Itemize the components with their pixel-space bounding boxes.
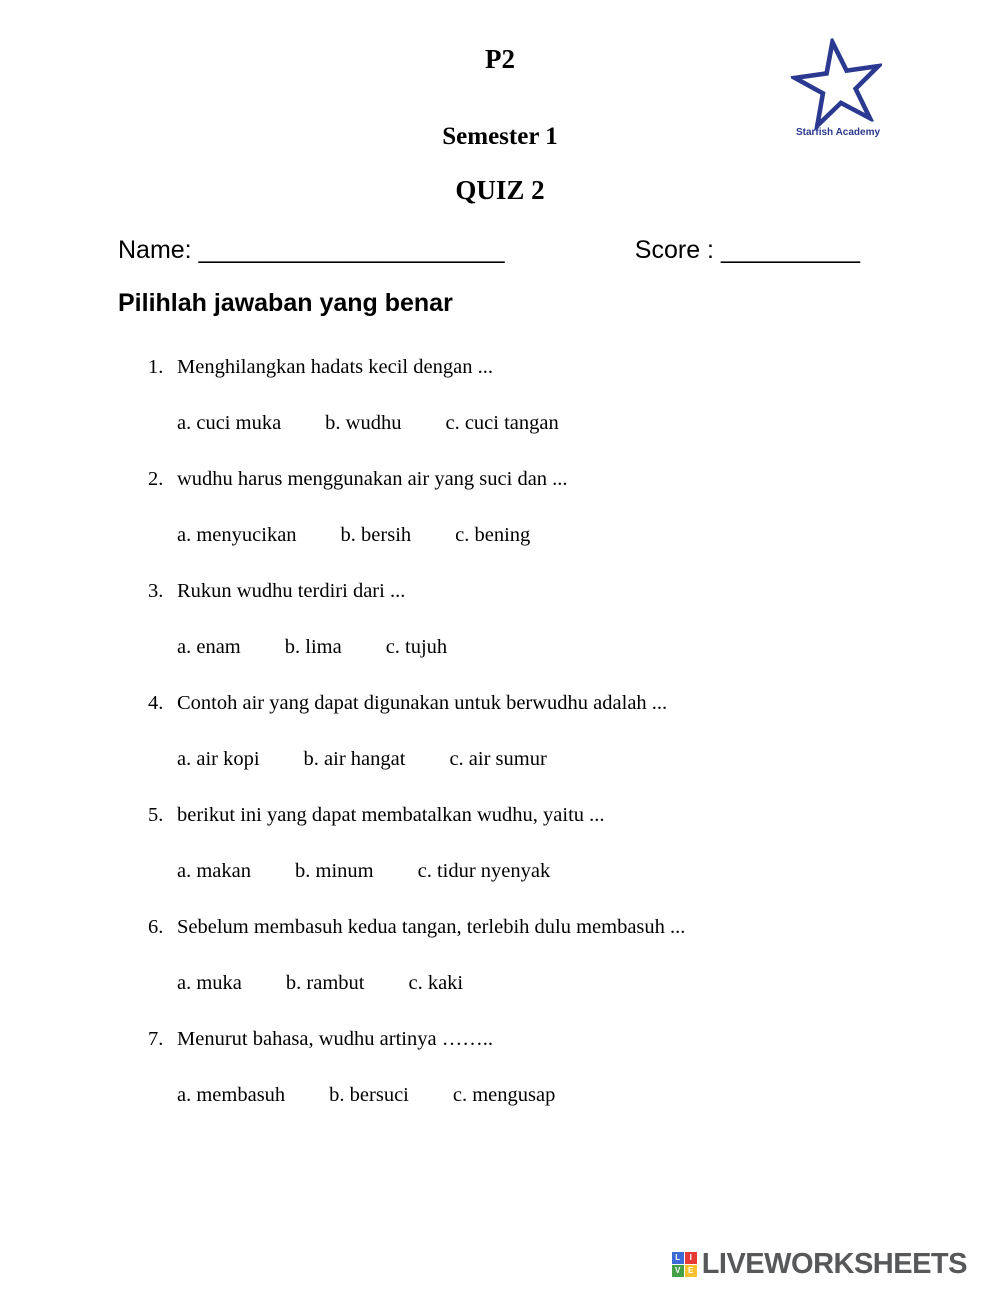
- option-b[interactable]: b. minum: [295, 860, 374, 882]
- answer-options: [177, 966, 940, 1000]
- score-field: [635, 236, 860, 265]
- question-item-4: [148, 686, 940, 776]
- liveworksheets-wordmark: LIVEWORKSHEETS: [701, 1248, 967, 1280]
- option-a[interactable]: a. air kopi: [177, 748, 260, 770]
- question-text: Menghilangkan hadats kecil dengan ...: [177, 356, 493, 378]
- quiz-title: QUIZ 2: [455, 175, 545, 205]
- option-c[interactable]: c. bening: [455, 524, 531, 546]
- question-text-line: [148, 1022, 940, 1056]
- question-number: 5.: [148, 804, 164, 826]
- instruction-heading: Pilihlah jawaban yang benar: [118, 289, 453, 317]
- option-b[interactable]: b. wudhu: [325, 412, 402, 434]
- option-b[interactable]: b. lima: [284, 636, 342, 658]
- name-field: [118, 236, 504, 265]
- answer-options: [177, 742, 940, 776]
- question-text: wudhu harus menggunakan air yang suci dan ...: [177, 468, 568, 490]
- option-b[interactable]: b. air hangat: [303, 748, 406, 770]
- liveworksheets-icon: [672, 1252, 697, 1277]
- option-c[interactable]: c. cuci tangan: [445, 412, 559, 434]
- name-score-row: [118, 236, 860, 265]
- option-b[interactable]: b. rambut: [285, 972, 365, 994]
- question-text-line: [148, 350, 940, 384]
- option-c[interactable]: c. mengusap: [452, 1084, 556, 1106]
- semester-title: Semester 1: [442, 123, 558, 150]
- question-number: 6.: [148, 916, 164, 938]
- question-number: 3.: [148, 580, 164, 602]
- question-text-line: [148, 798, 940, 832]
- question-item-5: [148, 798, 940, 888]
- answer-options: [177, 854, 940, 888]
- option-b[interactable]: b. bersih: [340, 524, 412, 546]
- option-a[interactable]: a. muka: [177, 972, 242, 994]
- question-text: berikut ini yang dapat membatalkan wudhu, yaitu ...: [177, 804, 605, 826]
- question-number: 4.: [148, 692, 164, 714]
- question-number: 1.: [148, 356, 164, 378]
- option-c[interactable]: c. tidur nyenyak: [417, 860, 551, 882]
- name-blank[interactable]: ______________________: [198, 236, 505, 264]
- question-text-line: [148, 574, 940, 608]
- academy-logo-label: Starfish Academy: [795, 127, 881, 138]
- lw-square-e: E: [685, 1265, 697, 1277]
- question-text: Contoh air yang dapat digunakan untuk berwudhu adalah ...: [177, 692, 668, 714]
- liveworksheets-logo[interactable]: [672, 1248, 967, 1281]
- score-label: Score :: [634, 236, 714, 264]
- score-blank[interactable]: __________: [720, 236, 860, 264]
- question-item-6: [148, 910, 940, 1000]
- lw-square-l: L: [672, 1252, 684, 1264]
- question-text-line: [148, 686, 940, 720]
- option-a[interactable]: a. menyucikan: [177, 524, 297, 546]
- option-b[interactable]: b. bersuci: [329, 1084, 409, 1106]
- answer-options: [177, 406, 940, 440]
- star-icon: [786, 38, 890, 126]
- option-a[interactable]: a. cuci muka: [177, 412, 282, 434]
- option-c[interactable]: c. kaki: [408, 972, 464, 994]
- lw-square-v: V: [672, 1265, 684, 1277]
- question-list: [148, 350, 940, 1112]
- option-c[interactable]: c. air sumur: [449, 748, 547, 770]
- question-item-7: [148, 1022, 940, 1112]
- name-label: Name:: [118, 236, 192, 264]
- question-text: Rukun wudhu terdiri dari ...: [177, 580, 406, 602]
- option-c[interactable]: c. tujuh: [385, 636, 448, 658]
- starfish-academy-logo: [786, 38, 890, 138]
- lw-square-i: I: [685, 1252, 697, 1264]
- question-text: Menurut bahasa, wudhu artinya ……..: [177, 1028, 493, 1050]
- question-number: 7.: [148, 1028, 164, 1050]
- option-a[interactable]: a. makan: [177, 860, 251, 882]
- question-text-line: [148, 462, 940, 496]
- question-item-1: [148, 350, 940, 440]
- question-text: Sebelum membasuh kedua tangan, terlebih dulu membasuh ...: [177, 916, 686, 938]
- page-title: P2: [485, 44, 515, 74]
- question-item-3: [148, 574, 940, 664]
- answer-options: [177, 1078, 940, 1112]
- question-text-line: [148, 910, 940, 944]
- question-item-2: [148, 462, 940, 552]
- question-number: 2.: [148, 468, 164, 490]
- answer-options: [177, 630, 940, 664]
- option-a[interactable]: a. membasuh: [177, 1084, 286, 1106]
- option-a[interactable]: a. enam: [177, 636, 241, 658]
- answer-options: [177, 518, 940, 552]
